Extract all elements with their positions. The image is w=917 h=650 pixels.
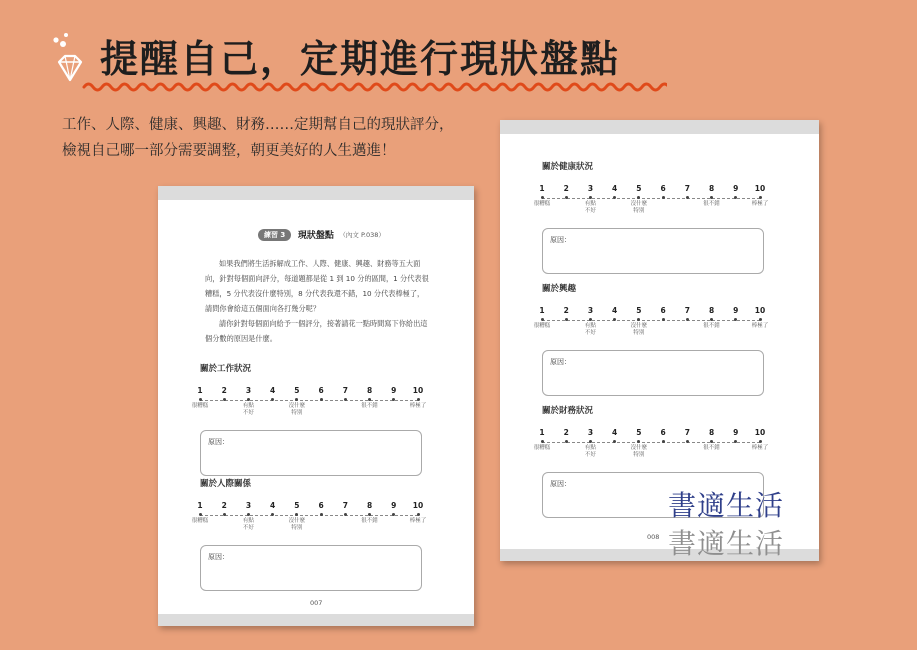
scale-label: 很不錯 [361,403,378,409]
scale-label: 有點 不好 [584,323,596,336]
scale-number[interactable]: 5 [294,386,300,395]
page-bottom-band [158,614,474,626]
scale-label: 棒極了 [409,518,427,524]
rating-scale [533,184,769,224]
scale-tick [199,398,202,401]
scale-numbers [539,306,766,316]
scale-label: 沒什麼 特別 [630,201,648,214]
scale-tick [589,440,592,443]
scale-number[interactable]: 10 [754,428,766,437]
scale-number[interactable]: 9 [391,386,397,395]
section-title: 關於財務狀況 [542,406,594,416]
scale-tick [759,440,762,443]
scale-number[interactable]: 10 [412,386,424,395]
section-title: 關於人際關係 [200,479,252,489]
watermark-logo-secondary: 書適生活 [668,527,785,560]
scale-tick [589,196,592,199]
scale-number[interactable]: 9 [733,306,739,315]
reason-field[interactable] [200,545,422,591]
scale-number[interactable]: 9 [391,501,397,510]
scale-number[interactable]: 9 [733,184,739,193]
scale-line [200,515,418,516]
scale-label: 很糟糕 [533,201,551,207]
exercise-reference: （內文 P.038） [339,231,385,239]
scale-number[interactable]: 8 [708,428,715,437]
instruction-paragraph-1: 如果我們將生活拆解成工作、人際、健康、興趣、財務等五大面向，針對每個面向評分，每道題都是從 1 到 10 分的區間，1 分代表很糟糕，5 分代表沒什麼特別，8 分代表我還不錯，10 分代表棒極了，請問你會給這五個面向各打幾分呢？ [205,259,429,313]
scale-tick [589,318,592,321]
scale-tick [565,318,568,321]
scale-label: 很不錯 [703,445,720,451]
scale-tick [344,513,347,516]
scale-tick [223,513,226,516]
scale-tick [662,440,665,443]
scale-label: 很不錯 [703,201,720,207]
page-top-band [500,120,819,134]
scale-number[interactable]: 1 [197,386,203,395]
section-title: 關於興趣 [542,284,577,294]
scale-number[interactable]: 2 [221,386,227,395]
scale-label: 沒什麼 特別 [630,445,648,458]
reason-label: 原因： [208,553,229,561]
scale-tick [662,318,665,321]
scale-number[interactable]: 5 [636,184,642,193]
scale-number[interactable]: 3 [245,501,252,510]
scale-number[interactable]: 1 [539,306,545,315]
scale-tick [199,513,202,516]
reason-label: 原因： [208,438,229,446]
scale-number[interactable]: 4 [612,428,618,437]
scale-tick [417,513,420,516]
scale-number[interactable]: 8 [366,386,373,395]
rating-section-relationships [191,477,427,591]
exercise-instructions [205,256,431,346]
scale-label: 很糟糕 [533,323,551,329]
scale-number[interactable]: 1 [539,428,545,437]
rating-scale [533,428,769,468]
title-underline-wave [82,80,667,94]
reason-label: 原因： [550,358,571,366]
scale-line [542,198,760,199]
scale-number[interactable]: 4 [612,306,618,315]
rating-section-interests [533,282,769,396]
scale-number[interactable]: 3 [245,386,252,395]
scale-number[interactable]: 6 [318,386,324,395]
scale-tick [344,398,347,401]
scale-number[interactable]: 2 [563,428,569,437]
scale-label: 沒什麼 特別 [288,518,306,531]
scale-line [542,442,760,443]
exercise-badge: 練習 3 [258,229,291,241]
scale-tick [320,513,323,516]
scale-number[interactable]: 2 [221,501,227,510]
scale-numbers [197,501,424,511]
scale-tick [541,196,544,199]
scale-label: 棒極了 [409,403,427,409]
scale-number[interactable]: 4 [612,184,618,193]
intro-line-1: 工作、人際、健康、興趣、財務……定期幫自己的現狀評分， [62,117,454,133]
scale-number[interactable]: 1 [539,184,545,193]
page-top-band [158,186,474,200]
exercise-name: 現狀盤點 [297,231,334,241]
scale-number[interactable]: 8 [708,306,715,315]
scale-label: 有點 不好 [242,403,254,416]
scale-line [200,400,418,401]
scale-label: 有點 不好 [242,518,254,531]
scale-tick [417,398,420,401]
page-title: 提醒自己，定期進行現狀盤點 [100,37,621,81]
scale-tick [565,196,568,199]
scale-tick [247,513,250,516]
book-page-left [158,186,474,626]
scale-number[interactable]: 10 [754,306,766,315]
scale-label: 沒什麼 特別 [630,323,648,336]
scale-label: 有點 不好 [584,201,596,214]
scale-number[interactable]: 4 [270,501,276,510]
scale-number[interactable]: 3 [587,428,594,437]
scale-number[interactable]: 7 [684,184,690,193]
intro-text [62,112,454,164]
scale-label: 有點 不好 [584,445,596,458]
exercise-heading [258,228,385,241]
page-number: 008 [647,533,660,541]
scale-number[interactable]: 5 [636,306,642,315]
scale-tick [320,398,323,401]
scale-number[interactable]: 6 [660,428,666,437]
scale-number[interactable]: 6 [660,306,666,315]
scale-number[interactable]: 2 [563,184,569,193]
scale-label: 很糟糕 [533,445,551,451]
scale-number[interactable]: 6 [318,501,324,510]
scale-label: 很糟糕 [191,518,209,524]
reason-label: 原因： [550,236,571,244]
scale-label: 很不錯 [361,518,378,524]
scale-tick [686,318,689,321]
scale-tick [759,318,762,321]
section-title: 關於健康狀況 [542,162,594,172]
page-number: 007 [310,599,323,607]
scale-number[interactable]: 1 [197,501,203,510]
scale-tick [565,440,568,443]
scale-label: 棒極了 [751,201,769,207]
watermark-logo-primary: 書適生活 [668,489,785,522]
scale-line [542,320,760,321]
scale-label: 很不錯 [703,323,720,329]
section-title: 關於工作狀況 [200,364,252,374]
rating-scale [533,306,769,346]
reason-field[interactable] [542,228,764,274]
scale-number[interactable]: 10 [754,184,766,193]
rating-scale [191,386,427,426]
intro-line-2: 檢視自己哪一部分需要調整，朝更美好的人生邁進！ [62,143,396,159]
scale-number[interactable]: 5 [636,428,642,437]
scale-number[interactable]: 10 [412,501,424,510]
scale-tick [686,196,689,199]
scale-tick [223,398,226,401]
rating-scale [191,501,427,541]
scale-tick [247,398,250,401]
scale-label: 很糟糕 [191,403,209,409]
scale-number[interactable]: 7 [684,306,690,315]
scale-number[interactable]: 3 [587,184,594,193]
scale-label: 棒極了 [751,445,769,451]
scale-label: 棒極了 [751,323,769,329]
scale-number[interactable]: 9 [733,428,739,437]
scale-number[interactable]: 8 [708,184,715,193]
scale-number[interactable]: 5 [294,501,300,510]
scale-tick [541,440,544,443]
scale-number[interactable]: 7 [342,501,348,510]
scale-number[interactable]: 7 [342,386,348,395]
scale-number[interactable]: 4 [270,386,276,395]
rating-section-work [191,362,427,476]
scale-numbers [197,386,424,396]
scale-tick [662,196,665,199]
scale-tick [686,440,689,443]
scale-label: 沒什麼 特別 [288,403,306,416]
rating-section-health [533,160,769,274]
scale-number[interactable]: 7 [684,428,690,437]
scale-numbers [539,184,766,194]
reason-field[interactable] [200,430,422,476]
scale-number[interactable]: 3 [587,306,594,315]
scale-numbers [539,428,766,438]
scale-tick [541,318,544,321]
scale-number[interactable]: 8 [366,501,373,510]
scale-number[interactable]: 6 [660,184,666,193]
reason-label: 原因： [550,480,571,488]
scale-number[interactable]: 2 [563,306,569,315]
scale-tick [759,196,762,199]
instruction-paragraph-2: 請你針對每個面向給予一個評分，接著請花一點時間寫下你給出這個分數的原因是什麼。 [205,319,428,343]
reason-field[interactable] [542,350,764,396]
